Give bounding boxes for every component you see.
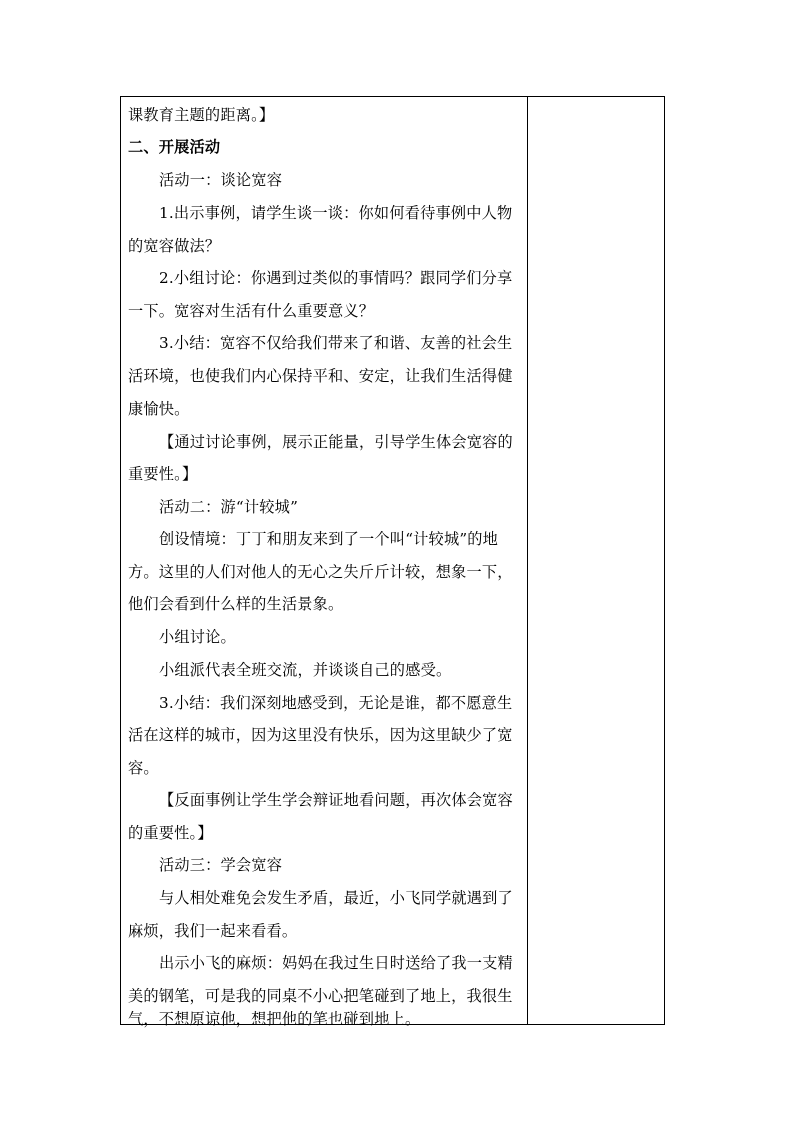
text-line: 气，不想原谅他，想把他的笔也碰到地上。 — [128, 1010, 421, 1028]
teaching-note: 的重要性。】 — [128, 824, 213, 842]
text-line: 创设情境：丁丁和朋友来到了一个叫“计较城”的地 — [159, 530, 499, 548]
text-line: 3.小结：我们深刻地感受到，无论是谁，都不愿意生 — [159, 694, 513, 712]
text-line: 与人相处难免会发生矛盾，最近，小飞同学就遇到了 — [159, 889, 513, 907]
teaching-note: 【反面事例让学生学会辩证地看问题，再次体会宽容 — [159, 791, 513, 809]
text-line: 课教育主题的距离。】 — [128, 106, 275, 124]
text-line: 小组讨论。 — [159, 628, 236, 646]
text-line: 康愉快。 — [128, 400, 190, 418]
text-line: 活在这样的城市，因为这里没有快乐，因为这里缺少了宽 — [128, 726, 513, 744]
text-line: 容。 — [128, 759, 159, 777]
activity-heading: 活动二：游“计较城” — [159, 498, 299, 516]
text-line: 美的钢笔，可是我的同桌不小心把笔碰到了地上，我很生 — [128, 987, 513, 1005]
text-line: 麻烦，我们一起来看看。 — [128, 922, 298, 940]
text-line: 2.小组讨论：你遇到过类似的事情吗？跟同学们分享 — [159, 269, 513, 287]
text-line: 他们会看到什么样的生活景象。 — [128, 595, 344, 613]
text-line: 小组派代表全班交流，并谈谈自己的感受。 — [159, 661, 452, 679]
text-line: 1.出示事例，请学生谈一谈：你如何看待事例中人物 — [159, 204, 513, 222]
notes-cell — [528, 97, 664, 1024]
text-line: 活环境，也使我们内心保持平和、安定，让我们生活得健 — [128, 367, 513, 385]
teaching-note: 【通过讨论事例，展示正能量，引导学生体会宽容的 — [159, 433, 513, 451]
text-line: 方。这里的人们对他人的无心之失斤斤计较，想象一下， — [128, 563, 513, 581]
text-line: 出示小飞的麻烦：妈妈在我过生日时送给了我一支精 — [159, 954, 513, 972]
text-line: 一下。宽容对生活有什么重要意义？ — [128, 302, 375, 320]
lesson-table — [120, 96, 665, 1028]
text-line: 3.小结：宽容不仅给我们带来了和谐、友善的社会生 — [159, 334, 513, 352]
text-line: 的宽容做法？ — [128, 237, 221, 255]
activity-heading: 活动三：学会宽容 — [159, 856, 283, 874]
teaching-note: 重要性。】 — [128, 465, 198, 483]
activity-heading: 活动一：谈论宽容 — [159, 171, 283, 189]
section-heading: 二、开展活动 — [128, 138, 221, 156]
